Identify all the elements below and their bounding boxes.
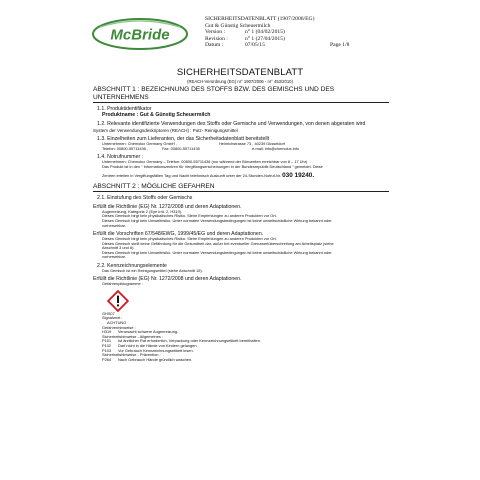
pictogram-label: Gefahrenpiktogramme :	[102, 281, 143, 287]
env-risk-2: Dieses Gemisch birgt kein Umweltrisiko. Unter normalen Verwendungsbedingungen ist keine unweltschädliche Wirkung bekannt oder	[102, 249, 332, 255]
page-title: SICHERHEITSDATENBLATT	[176, 67, 304, 78]
health-risk-2: Dieses Gemisch stellt keine Gefährdung für die Gesundheit dar, außer bei eventueller Grenzwertüberschreitung am Arbeitsplatz (siehe	[102, 240, 334, 246]
regulation-2: Erfüllt die Vorschriften 67/548/EWG, 1999/45/EG und deren Adaptationen.	[93, 230, 264, 237]
regulation-1: Erfüllt die Richtlinie (EG) Nr. 1272/2008 und deren Adaptationen.	[93, 203, 242, 210]
use-descriptor: System der Verwendungsdeskriptoren (REACH) : Putz- Reinigungsmittel	[93, 128, 238, 134]
regulation-3: Erfüllt die Richtlinie (EG) Nr. 1272/2008 und deren Adaptationen.	[93, 275, 242, 282]
subsection-1-2: 1.2. Relevante identifizierte Verwendungen des Stoffs oder Gemischs und Verwendungen, von denen abgeraten wird	[97, 120, 366, 127]
subsection-1-1: 1.1. Produktidentifikator	[97, 105, 152, 112]
header-date: Datum : 07/05/15	[205, 42, 265, 49]
page-number: Page 1/8	[330, 42, 350, 48]
env-risk-2-cont: vorhersehbar.	[102, 254, 126, 260]
precaution-p103: P103 Vor Gebrauch Kennzeichnungsetikett lesen.	[102, 347, 194, 353]
precaution-p264: P264 Nach Gebrauch Hände gründlich waschen.	[102, 356, 193, 362]
emergency-line-1: Unternehmen: Chemolux Germany – Telefon: 00800-55711436 (nur während der Bürozeiten erreichbar von 8 – 17 Uhr)	[102, 159, 308, 165]
ghs-code: GHS07	[102, 310, 115, 316]
product-name: Produktname : Gut & Günstig Scheuermilch	[102, 111, 211, 118]
subsection-1-3: 1.3. Einzelheiten zum Lieferanten, der das Sicherheitsdatenblatt bereitstellt	[97, 136, 270, 143]
hazard-h319: H319 Verursacht schwere Augenreizung.	[102, 329, 179, 335]
section-1-heading: ABSCHNITT 1 : BEZEICHNUNG DES STOFFS BZW. DES GEMISCHS UND DES UNTERNEHMENS	[93, 86, 389, 103]
subsection-2-2: 2.2. Kennzeichnungselemente	[97, 262, 167, 269]
exclamation-hazard-icon	[107, 290, 129, 312]
precaution-p102: P102 Darf nicht in die Hände von Kindern gelangen.	[102, 342, 198, 348]
signal-word-label: Signalwort :	[102, 315, 123, 321]
header-product: Gut & Günstig Scheuermilch	[205, 22, 271, 29]
classification-eye: Augenreizung, Kategorie 2 (Eye Irrit. 2, H319).	[102, 208, 183, 214]
emergency-line-3: Zentren erteilen in Vergiftungsfällen Tag und Nacht telefonisch Auskunft unter der 24-Stunden-Notruf-Nr. 030 19240.	[102, 171, 315, 179]
mcbride-logo	[92, 17, 188, 51]
supplier-row-1: Unternehmen: Chemolux Germany GmbH , Heinrichstrasse 73 , 40239 Düsseldorf	[102, 141, 285, 147]
physical-risk-1: Dieses Gemisch birgt kein physikalisches Risiko. Siehe Empfehlungen zu anderen Produkten vor Ort.	[102, 213, 277, 219]
hazard-statements-label: Gefahrenhinweise :	[102, 324, 136, 330]
subsection-1-4: 1.4. Notrufnummer :	[97, 154, 144, 161]
env-risk-1: Dieses Gemisch birgt kein Umweltrisiko. Unter normalen Verwendungsbedingungen ist keine unweltschädliche Wirkung bekannt oder	[102, 218, 332, 224]
precaution-p101: P101 Ist ärztlicher Rat erforderlich, Verpackung oder Kennzeichnungsetikett bereithalten.	[102, 338, 261, 344]
page-subtitle: (REACH-Verordnung (EG) nr° 1907/2006 - nr° 453/2010)	[187, 78, 293, 84]
precautionary-general-label: Sicherheitshinweise - Allgemeines :	[102, 333, 163, 339]
section-2-heading: ABSCHNITT 2 : MÖGLICHE GEFAHREN	[93, 183, 389, 193]
header-revision: Revision : n° 1 (27/04/2015)	[205, 35, 285, 42]
document-header	[205, 16, 314, 49]
precautionary-prevention-label: Sicherheitshinweise - Prävention :	[102, 352, 161, 358]
label-note: Das Gemisch ist ein Reinigungsmittel (siehe Abschnitt 15).	[102, 267, 203, 273]
sds-content	[93, 84, 389, 362]
ghs07-pictogram	[107, 290, 129, 312]
emergency-line-2: Das Produkt ist in den " Informationszentren für Vergiftungserscheinungen in der Bundesrepublik Deutschland " gemeldet. Diese	[102, 164, 323, 170]
logo-wordmark: McBride	[110, 26, 170, 44]
physical-risk-2: Dieses Gemisch birgt kein physikalisches Risiko. Siehe Empfehlungen zu anderen Produkten vor Ort.	[102, 236, 277, 241]
header-version: Version : n° 1 (04/02/2015)	[205, 29, 285, 36]
subsection-2-1: 2.1. Einstufung des Stoffs oder Gemischs	[97, 194, 193, 201]
supplier-row-2: Telefon: 00800-55711436 , Fax: 00800-55711435 e-mail: info@chemolux.info	[102, 146, 299, 152]
env-risk-1-cont: vorhersehbar.	[102, 222, 126, 228]
health-risk-2-cont: Abschnitt 3 und 8).	[102, 245, 135, 251]
header-doc-title: SICHERHEITSDATENBLATT (1907/2006/EG)	[205, 16, 315, 22]
emergency-number: 030 19240.	[282, 171, 315, 179]
signal-word: ACHTUNG	[107, 319, 127, 325]
